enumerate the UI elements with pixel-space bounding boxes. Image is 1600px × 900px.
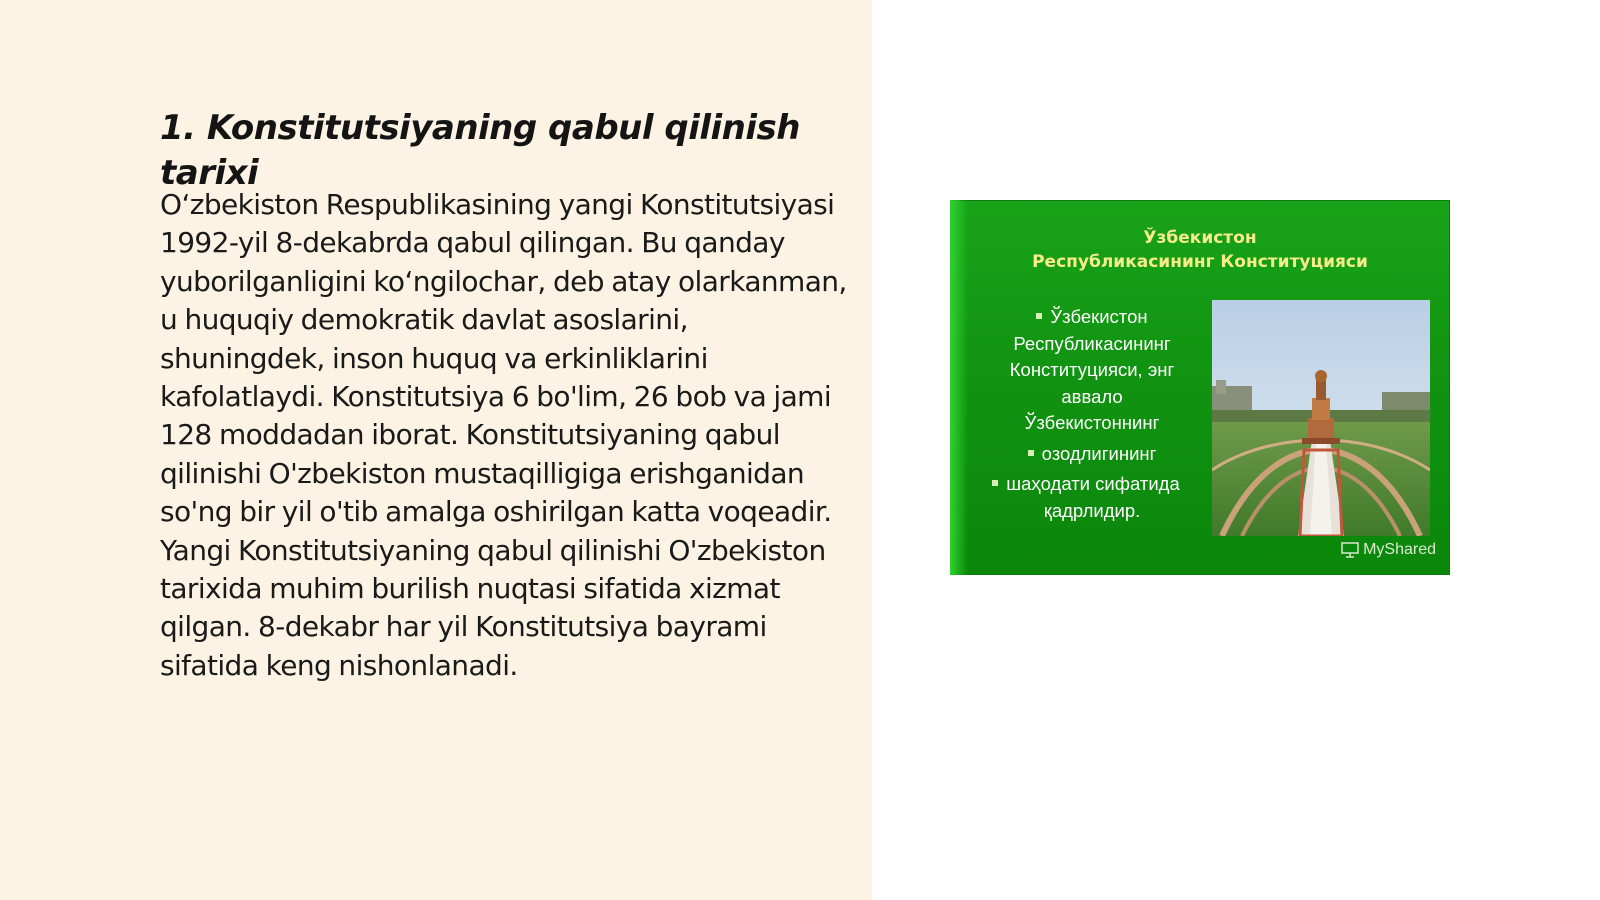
picture-bullet-line: Ўзбекистоннинг: [1024, 412, 1160, 433]
presentation-icon: [1341, 542, 1359, 558]
picture-bullet-line: шаҳодати сифатида: [960, 471, 1212, 498]
picture-bullet-line: озодлигининг: [972, 441, 1212, 468]
watermark-text: MyShared: [1363, 541, 1436, 558]
picture-bullet-line: қадрлидир.: [1043, 499, 1141, 521]
myshared-watermark: [1341, 541, 1436, 559]
picture-bullet-line: Республикасининг: [1013, 332, 1171, 354]
slide-body-text: O‘zbekiston Respublikasining yangi Konstitutsiyasi 1992-yil 8-dekabrda qabul qilingan. Bu qanday yuborilganligini ko‘ngilochar, deb atay olarkanman, u huquqiy demokratik davlat asoslarini, shuningdek, inson huquq va erkinliklarini kafolatlaydi. Konstitutsiya 6 bo'lim, 26 bob va jami 128 moddadan iborat. Konstitutsiyaning qabul qilinishi O'zbekiston mustaqilligiga erishganidan so'ng bir yil o'tib amalga oshirilgan katta voqeadir. Yangi Konstitutsiyaning qabul qilinishi O'zbekiston tarixida muhim burilish nuqtasi sifatida xizmat qilgan. 8-dekabr har yil Konstitutsiya bayrami sifatida keng nishonlanadi.: [160, 188, 847, 682]
monument-photo-icon: [1212, 300, 1430, 536]
picture-bullet-line: аввало: [1061, 385, 1123, 407]
picture-title-line-1: Ўзбекистон: [1143, 228, 1257, 248]
bullet-icon: [992, 480, 998, 486]
constitution-slide-image: [950, 200, 1450, 575]
bullet-icon: [1028, 450, 1034, 456]
picture-title-line-2: Республикасининг Конституцияси: [1032, 252, 1368, 272]
picture-title: [950, 226, 1450, 274]
picture-bullet-line: Конституцияси, энг: [1009, 359, 1175, 380]
slide-title: 1. Konstitutsiyaning qabul qilinish tarixi: [160, 108, 800, 193]
picture-bullet-line: Ўзбекистон: [972, 304, 1212, 331]
monument-photo: [1212, 300, 1430, 536]
bullet-icon: [1036, 313, 1042, 319]
picture-bullet-list: [972, 304, 1212, 524]
